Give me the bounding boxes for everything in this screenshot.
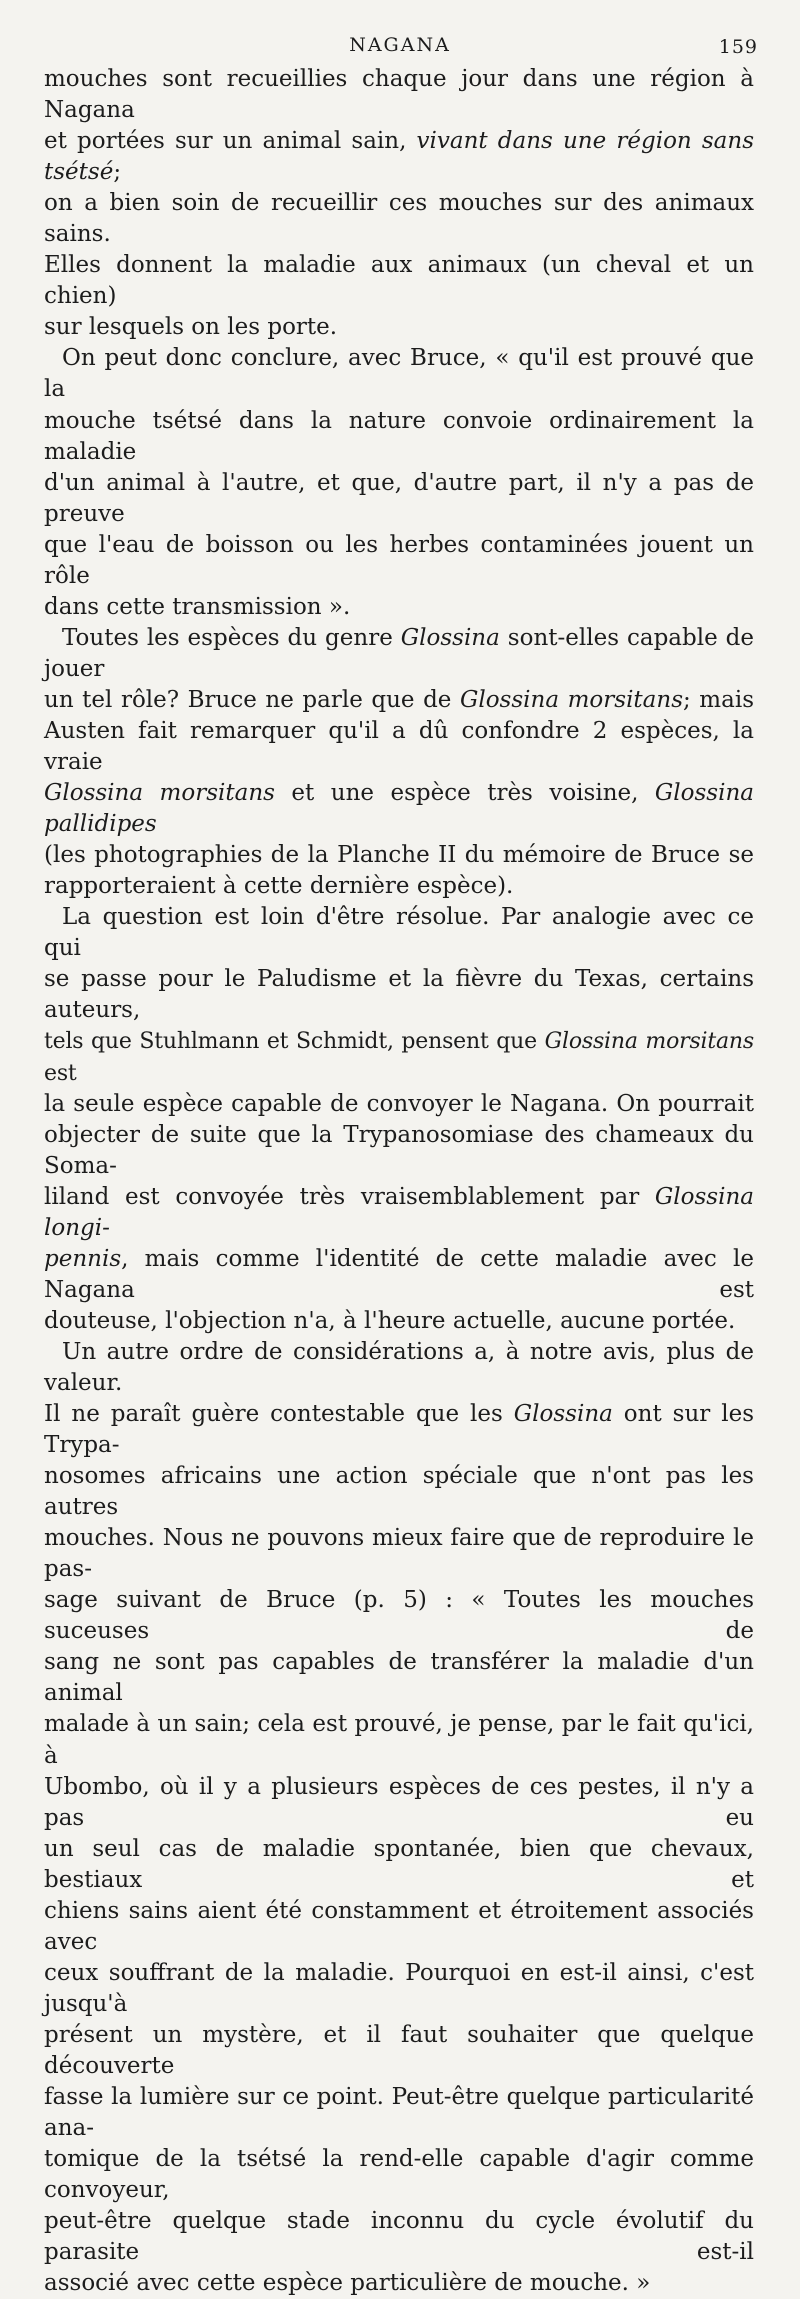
text-run: sage suivant de Bruce (p. 5) : « Toutes les mouches suceuses de [44,1587,754,1645]
running-head [0,28,800,58]
text-line [44,1958,754,2020]
text-run: sur lesquels on les porte. [44,314,338,341]
text-line [44,126,754,188]
text-run: et portées sur un animal sain, [44,128,417,155]
text-line [44,1523,754,1585]
text-run: que l'eau de boisson ou les herbes contaminées jouent un rôle [44,531,754,589]
text-line [44,1306,754,1337]
text-line [44,1337,754,1399]
text-run: tels que Stuhlmann et Schmidt, pensent que [44,1029,545,1055]
text-line [44,1182,754,1244]
text-run: et une espèce très voisine, [274,780,655,807]
text-line [44,592,754,623]
text-run: mouche tsétsé dans la nature convoie ordinairement la maladie [44,407,754,465]
text-run: Austen fait remarquer qu'il a dû confondre 2 espèces, la vraie [44,717,754,776]
text-line [44,1089,754,1120]
text-run: , mais comme l'identité de cette maladie avec le Nagana est [44,1245,754,1303]
text-run: Ubombo, où il y a plusieurs espèces de ces pestes, il n'y a pas eu [44,1773,754,1831]
text-line [44,871,754,902]
text-run: On peut donc conclure, avec Bruce, « qu'il est prouvé que la [44,345,754,403]
text-line [44,530,754,592]
text-line [44,468,754,530]
text-run: ; [113,159,122,186]
text-line [44,716,754,778]
text-run: Elles donnent la maladie aux animaux (un cheval et un chien) [44,252,754,310]
text-line [44,1120,754,1182]
text-line [44,250,754,312]
text-run: d'un animal à l'autre, et que, d'autre part, il n'y a pas de preuve [44,469,754,527]
text-run: mouches. Nous ne pouvons mieux faire que de reproduire le pas- [44,1525,754,1583]
text-line [44,685,754,716]
italic-term: Glossina pallidipes [44,780,754,838]
text-run: ont sur les Trypa- [44,1401,754,1459]
text-line [44,406,754,468]
text-run: ceux souffrant de la maladie. Pourquoi en est-il ainsi, c'est jusqu'à [44,1959,754,2017]
text-line [44,2268,754,2299]
text-line [44,1399,754,1461]
text-line [44,312,754,343]
text-line [44,902,754,964]
italic-term: Glossina [400,624,500,651]
text-line [44,1834,754,1896]
text-line [44,778,754,840]
text-run: associé avec cette espèce particulière de mouche. » [44,2270,651,2297]
text-run: (les photographies de la Planche II du mémoire de Bruce se [44,842,754,869]
text-line [44,1461,754,1523]
text-line [44,2144,754,2206]
text-run: est [44,1060,77,1086]
text-run: se passe pour le Paludisme et la fièvre du Texas, certains auteurs, [44,966,754,1024]
text-line [44,2082,754,2144]
text-line [44,2206,754,2268]
text-run: chiens sains aient été constamment et étroitement associés avec [44,1897,754,1955]
text-run: un tel rôle? Bruce ne parle que de [44,686,460,713]
text-run: mouches sont recueillies chaque jour dans une région à Nagana [44,66,754,124]
text-run: liland est convoyée très vraisemblablement par [44,1183,655,1210]
text-line [44,1709,754,1771]
italic-term: vivant dans une région sans tsétsé [44,128,754,186]
text-run: un seul cas de maladie spontanée, bien que chevaux, bestiaux et [44,1835,754,1893]
text-run: objecter de suite que la Trypanosomiase des chameaux du Soma- [44,1121,754,1179]
text-run: sont-elles capable de jouer [44,624,754,682]
text-line [44,623,754,685]
text-line [44,343,754,405]
text-line [44,964,754,1026]
text-line [44,2020,754,2082]
text-line [44,188,754,250]
text-run: Toutes les espèces du genre [62,624,401,651]
text-line [44,840,754,871]
text-run: la seule espèce capable de convoyer le Nagana. On pourrait [44,1090,754,1117]
text-line [44,1896,754,1958]
text-run: dans cette transmission ». [44,593,351,620]
running-title: NAGANA [349,34,451,56]
text-run: ; mais [683,686,754,713]
text-run: fasse la lumière sur ce point. Peut-être quelque particularité ana- [44,2084,754,2142]
text-run: rapporteraient à cette dernière espèce). [44,873,514,900]
text-line [44,1244,754,1306]
italic-term: pennis [44,1245,122,1272]
italic-term: Glossina [513,1401,613,1428]
body-text [44,64,754,2299]
text-run: peut-être quelque stade inconnu du cycle évolutif du parasite est-il [44,2208,754,2266]
text-run: présent un mystère, et il faut souhaiter que quelque découverte [44,2021,754,2079]
text-line [44,1026,754,1088]
text-line [44,1647,754,1709]
text-run: on a bien soin de recueillir ces mouches sur des animaux sains. [44,190,754,248]
text-run: sang ne sont pas capables de transférer la maladie d'un animal [44,1649,754,1707]
text-run: La question est loin d'être résolue. Par analogie avec ce qui [44,904,754,962]
text-run: Il ne paraît guère contestable que les [44,1401,514,1428]
italic-term: Glossina morsitans [544,1029,754,1055]
italic-term: Glossina morsitans [459,686,683,713]
text-run: tomique de la tsétsé la rend-elle capable d'agir comme convoyeur, [44,2146,754,2204]
italic-term: Glossina morsitans [44,780,275,807]
text-line [44,64,754,126]
italic-term: Glossina longi- [44,1183,754,1241]
text-line [44,1772,754,1834]
text-run: malade à un sain; cela est prouvé, je pense, par le fait qu'ici, à [44,1711,754,1769]
text-run: douteuse, l'objection n'a, à l'heure actuelle, aucune portée. [44,1307,736,1334]
text-run: Un autre ordre de considérations a, à notre avis, plus de valeur. [44,1338,754,1396]
text-run: nosomes africains une action spéciale que n'ont pas les autres [44,1463,754,1521]
text-line [44,1585,754,1647]
page-number: 159 [718,36,758,58]
